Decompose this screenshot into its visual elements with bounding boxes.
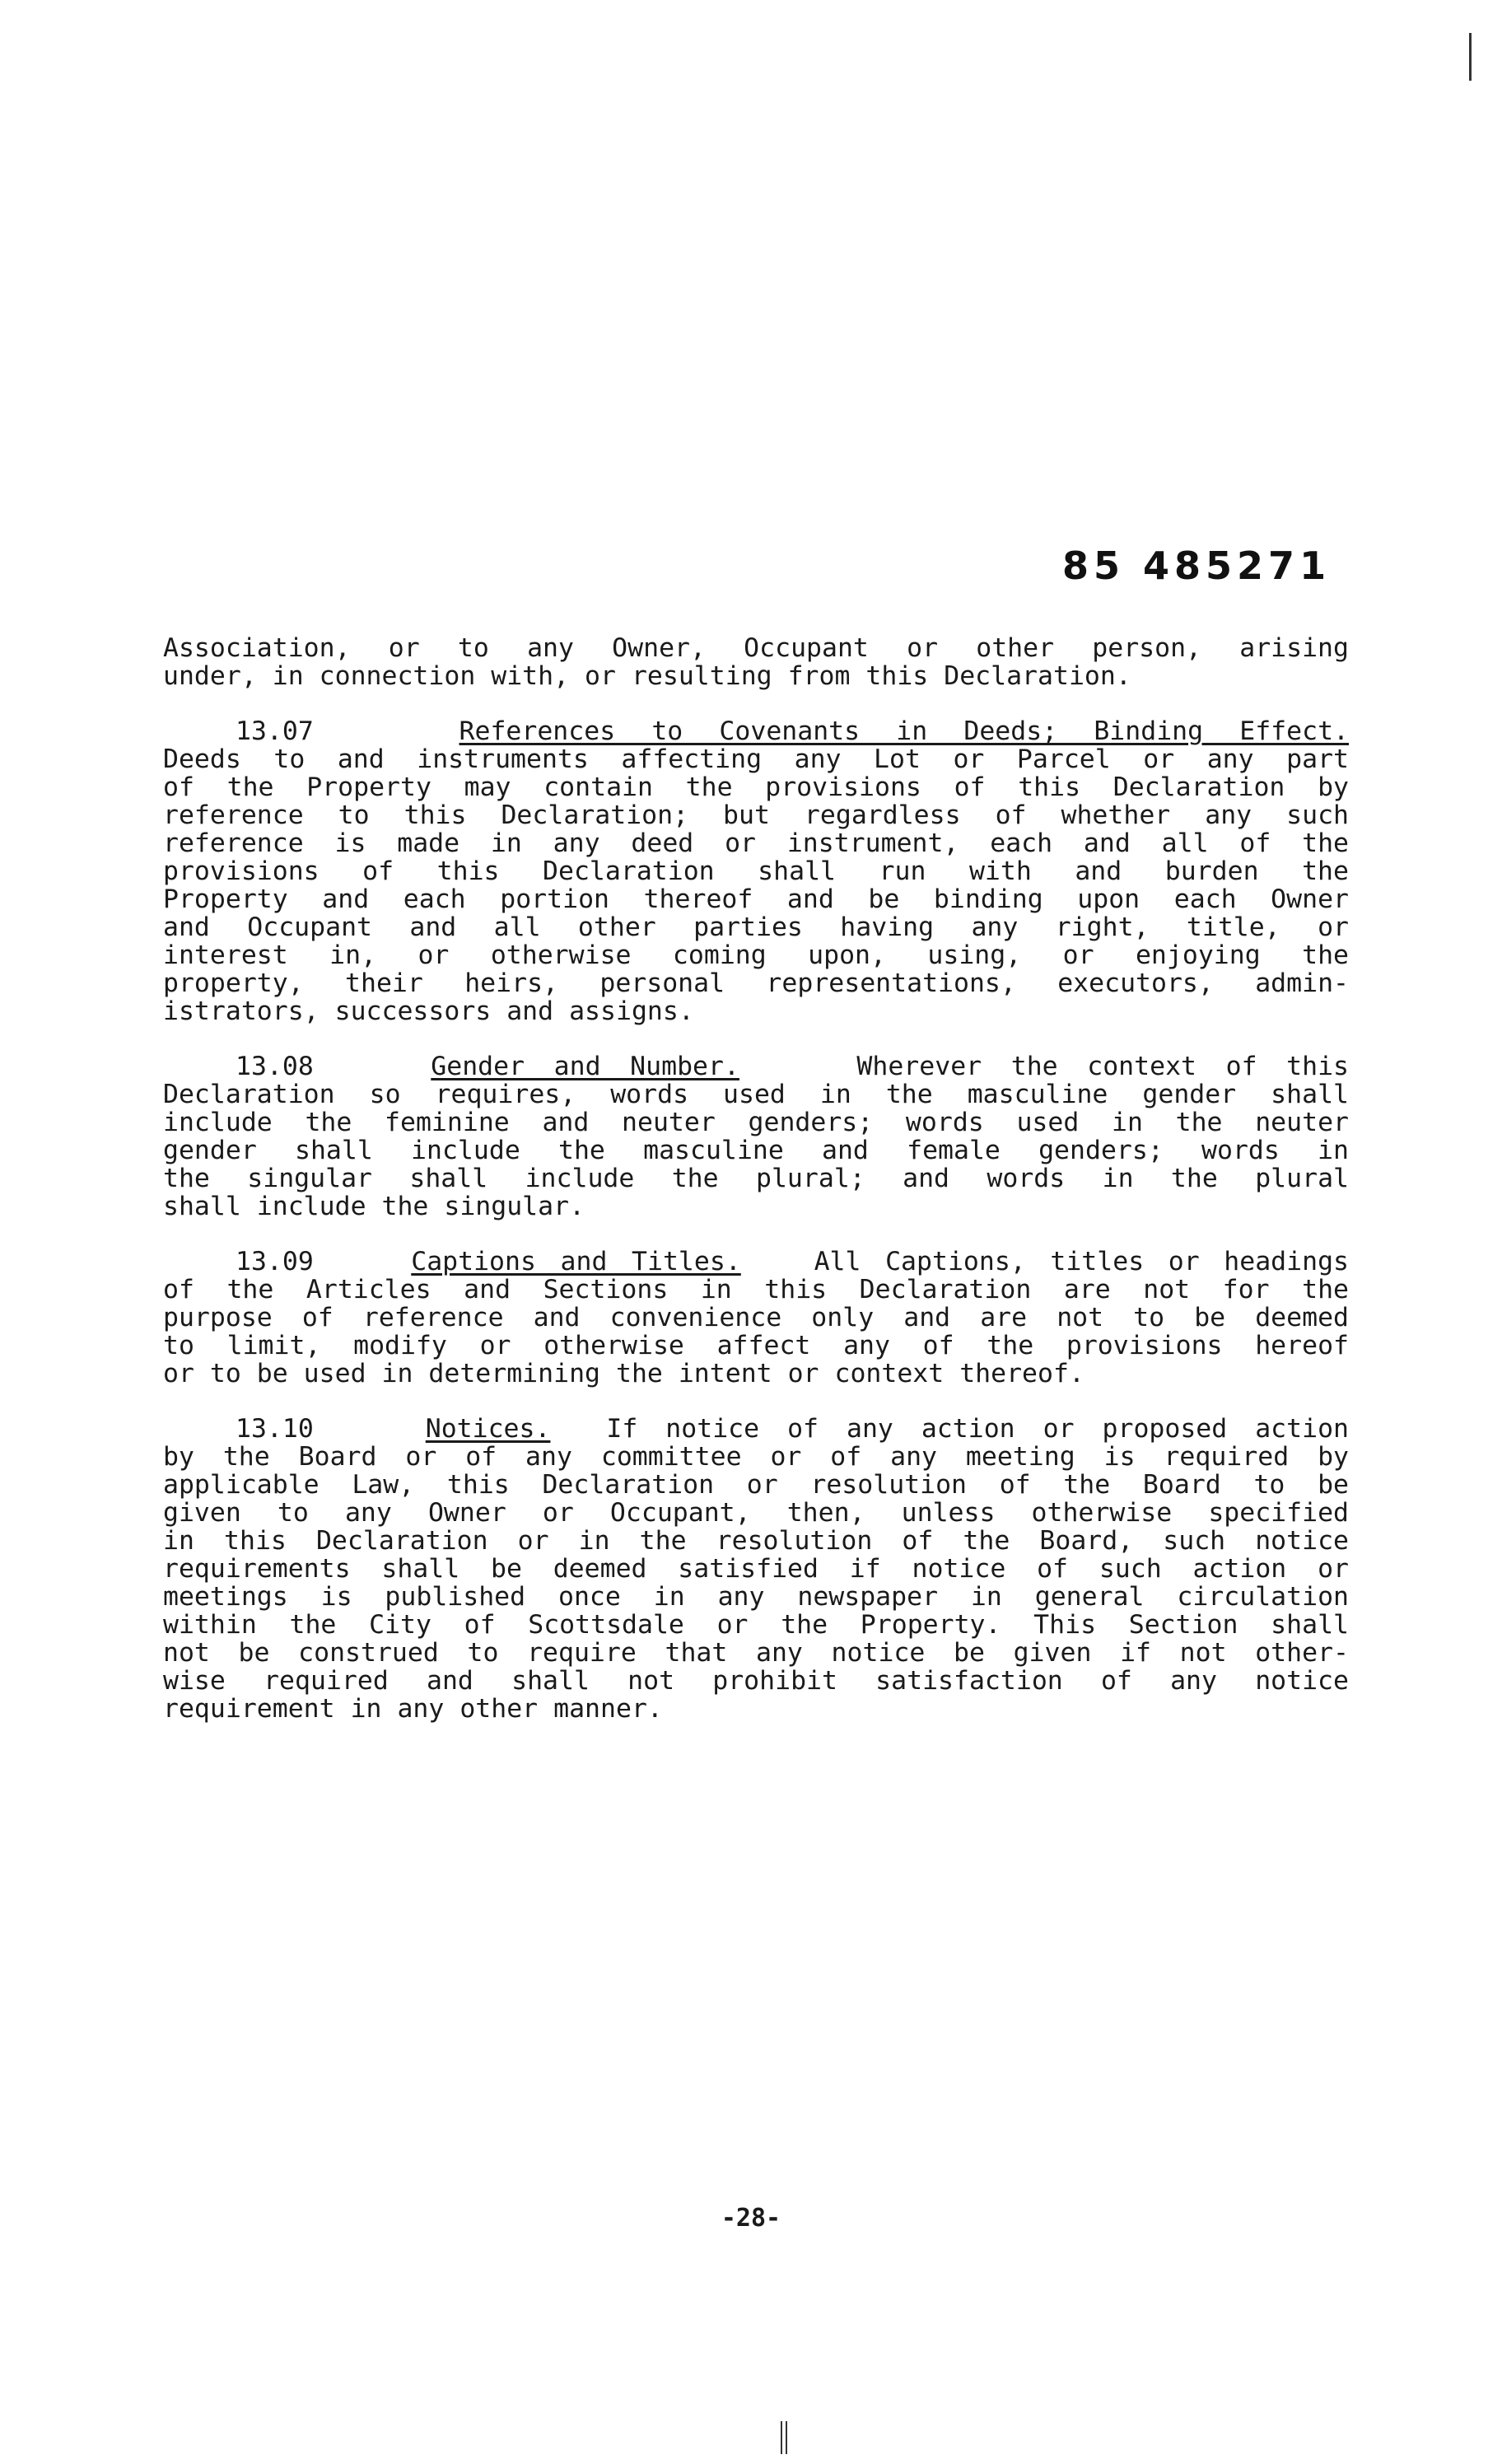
text-line: requirement in any other manner. — [163, 1694, 663, 1724]
text-line: reference to this Declaration; but regardless of whether any such — [163, 800, 1349, 830]
page-number: -28- — [721, 2204, 781, 2233]
text-line: Declaration so requires, words used in the masculine gender shall — [163, 1080, 1349, 1109]
section-first-line — [163, 717, 1349, 745]
text-line: purpose of reference and convenience only and are not to be deemed — [163, 1303, 1349, 1332]
text-line: of the Property may contain the provisions of this Declaration by — [163, 772, 1349, 802]
scan-mark — [781, 2421, 782, 2454]
text-line: or to be used in determining the intent or context thereof. — [163, 1359, 1085, 1388]
document-number: 85 485271 — [1062, 544, 1332, 588]
section-heading: Notices. — [425, 1414, 551, 1444]
section-heading: References to Covenants in Deeds; Binding Effect. — [459, 716, 1350, 746]
section-13-08 — [163, 1052, 1349, 1220]
text-line: to limit, modify or otherwise affect any of the provisions hereof — [163, 1331, 1349, 1360]
text-line: of the Articles and Sections in this Declaration are not for the — [163, 1275, 1349, 1304]
text-line: under, in connection with, or resulting from this Declaration. — [163, 661, 1131, 691]
scan-mark — [786, 2421, 787, 2454]
section-number: 13.09 — [236, 1247, 314, 1276]
section-first-line — [163, 1248, 1349, 1276]
text-line: property, their heirs, personal representations, executors, admin- — [163, 968, 1349, 998]
section-first-line-text: Wherever the context of this — [856, 1052, 1350, 1081]
text-line: reference is made in any deed or instrument, each and all of the — [163, 828, 1349, 858]
text-line: Association, or to any Owner, Occupant or other person, arising — [163, 633, 1349, 663]
text-line: by the Board or of any committee or of any meeting is required by — [163, 1442, 1349, 1472]
text-line: shall include the singular. — [163, 1192, 585, 1221]
text-line: the singular shall include the plural; and words in the plural — [163, 1164, 1349, 1193]
text-line: and Occupant and all other parties having any right, title, or — [163, 912, 1349, 942]
section-first-line — [163, 1052, 1349, 1080]
document-body — [163, 634, 1349, 1750]
text-line: in this Declaration or in the resolution of the Board, such notice — [163, 1526, 1349, 1556]
text-line: provisions of this Declaration shall run with and burden the — [163, 856, 1349, 886]
text-line: applicable Law, this Declaration or resolution of the Board to be — [163, 1470, 1349, 1500]
section-13-07 — [163, 717, 1349, 1025]
text-line: include the feminine and neuter genders; words used in the neuter — [163, 1108, 1349, 1137]
section-13-10 — [163, 1415, 1349, 1723]
section-heading: Captions and Titles. — [411, 1247, 741, 1276]
section-number: 13.07 — [236, 716, 314, 746]
section-number: 13.10 — [236, 1414, 314, 1444]
section-first-line-text: All Captions, titles or headings — [814, 1247, 1349, 1276]
text-line: interest in, or otherwise coming upon, using, or enjoying the — [163, 940, 1349, 970]
text-line: gender shall include the masculine and female genders; words in — [163, 1136, 1349, 1165]
text-line: wise required and shall not prohibit satisfaction of any notice — [163, 1666, 1349, 1696]
text-line: Property and each portion thereof and be binding upon each Owner — [163, 884, 1349, 914]
section-13-09 — [163, 1248, 1349, 1388]
scan-mark — [1469, 33, 1472, 81]
section-first-line-text: If notice of any action or proposed action — [606, 1414, 1349, 1444]
text-line: within the City of Scottsdale or the Property. This Section shall — [163, 1610, 1349, 1640]
text-line: istrators, successors and assigns. — [163, 996, 694, 1026]
text-line: requirements shall be deemed satisfied if notice of such action or — [163, 1554, 1349, 1584]
section-first-line — [163, 1415, 1349, 1443]
section-number: 13.08 — [236, 1052, 314, 1081]
text-line: meetings is published once in any newspaper in general circulation — [163, 1582, 1349, 1612]
text-line: Deeds to and instruments affecting any Lot or Parcel or any part — [163, 744, 1349, 774]
paragraph-continuation — [163, 634, 1349, 690]
section-heading: Gender and Number. — [431, 1052, 739, 1081]
text-line: given to any Owner or Occupant, then, unless otherwise specified — [163, 1498, 1349, 1528]
text-line: not be construed to require that any notice be given if not other- — [163, 1638, 1349, 1668]
